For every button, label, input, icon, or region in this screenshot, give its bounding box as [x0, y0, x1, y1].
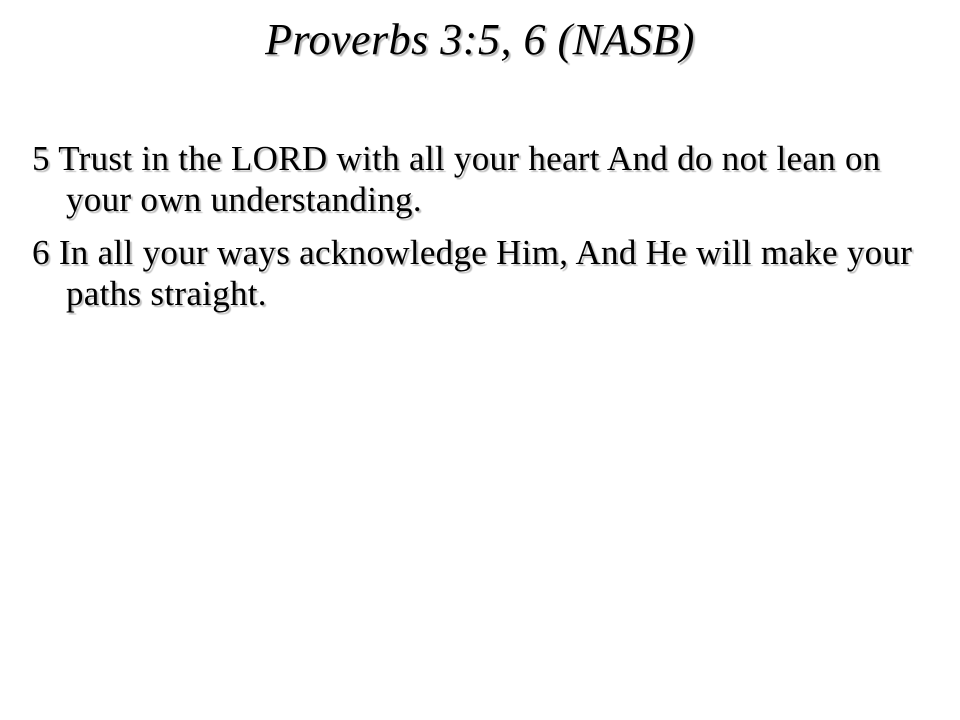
verse-5: 5 Trust in the LORD with all your heart And do not lean on your own understanding. [32, 139, 881, 219]
verse-list [32, 138, 932, 326]
verse-6: 6 In all your ways acknowledge Him, And He will make your paths straight. [32, 233, 913, 313]
slide-title: Proverbs 3:5, 6 (NASB) [265, 15, 695, 64]
